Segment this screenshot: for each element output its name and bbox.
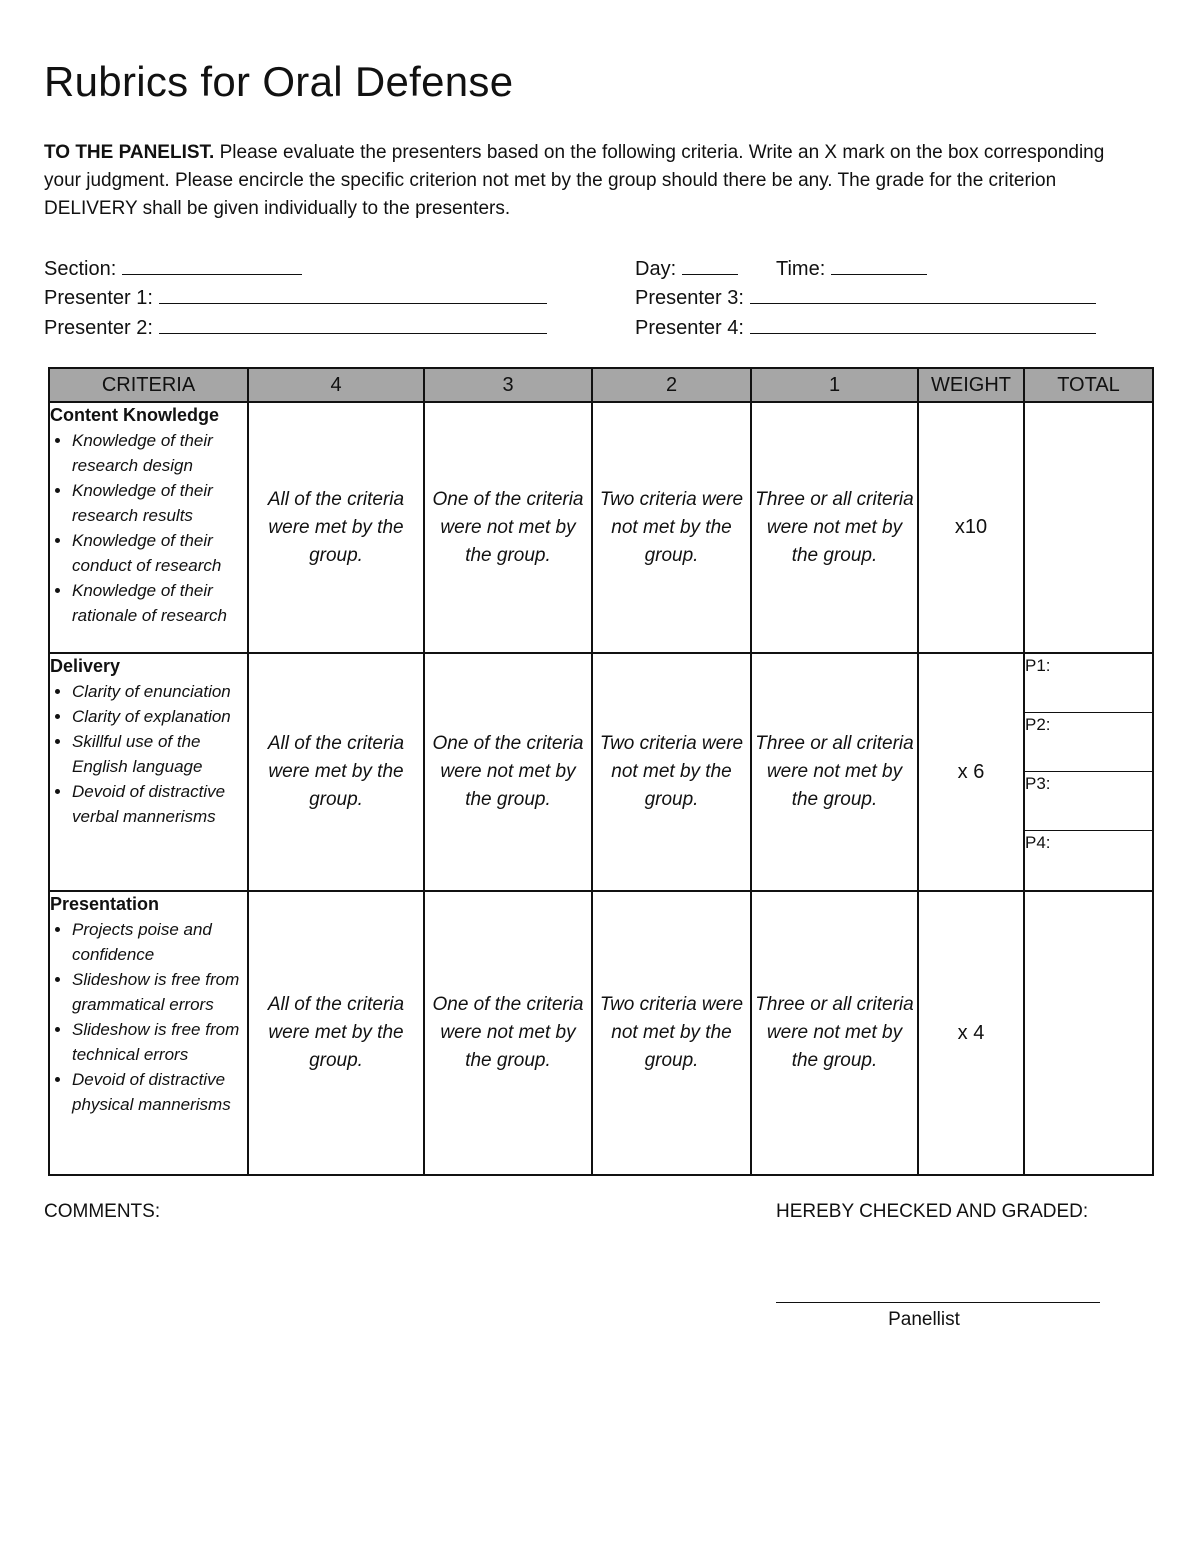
time-blank[interactable] bbox=[831, 254, 927, 275]
score-3-cell[interactable]: One of the criteria were not met by the group. bbox=[424, 402, 592, 653]
criterion-items bbox=[50, 679, 247, 829]
criterion-delivery bbox=[49, 653, 248, 891]
presenter1-label: Presenter 1: bbox=[44, 287, 153, 309]
presenter1-blank[interactable] bbox=[159, 283, 547, 304]
presenter3-field[interactable] bbox=[635, 283, 1096, 310]
criterion-name: Presentation bbox=[50, 894, 160, 914]
page-title: Rubrics for Oral Defense bbox=[44, 58, 514, 105]
criterion-content-knowledge bbox=[49, 402, 248, 653]
rubric-table bbox=[48, 367, 1154, 1176]
header-score-3: 3 bbox=[424, 368, 592, 402]
criterion-item: • Devoid of distractive physical mannerisms bbox=[72, 1067, 247, 1117]
presenter3-blank[interactable] bbox=[750, 283, 1096, 304]
row-content-knowledge bbox=[49, 402, 1153, 653]
instructions-text: Please evaluate the presenters based on the following criteria. Write an X mark on the box corresponding your judgment. Please encircle the specific criterion not met by the group should there be any. The grade for the criterion DELIVERY shall be given individually to the presenters. bbox=[44, 142, 1105, 219]
presenter-total-p2[interactable]: P2: bbox=[1025, 713, 1152, 772]
signature-line[interactable] bbox=[776, 1302, 1100, 1303]
criterion-item: • Projects poise and confidence bbox=[72, 917, 247, 967]
section-blank[interactable] bbox=[122, 254, 302, 275]
criterion-item: • Clarity of explanation bbox=[72, 704, 247, 729]
score-3-cell[interactable]: One of the criteria were not met by the group. bbox=[424, 891, 592, 1175]
row-presentation bbox=[49, 891, 1153, 1175]
score-4-cell[interactable]: All of the criteria were met by the group. bbox=[248, 402, 424, 653]
presenter2-blank[interactable] bbox=[159, 313, 547, 334]
section-field[interactable] bbox=[44, 254, 302, 281]
score-2-cell[interactable]: Two criteria were not met by the group. bbox=[592, 402, 751, 653]
panellist-label: Panellist bbox=[888, 1309, 960, 1330]
presenter1-field[interactable] bbox=[44, 283, 547, 310]
score-1-cell[interactable]: Three or all criteria were not met by the group. bbox=[751, 653, 918, 891]
criterion-item: • Knowledge of their research results bbox=[72, 478, 247, 528]
presenter-total-p3[interactable]: P3: bbox=[1025, 772, 1152, 831]
presenter2-label: Presenter 2: bbox=[44, 317, 153, 339]
score-1-cell[interactable]: Three or all criteria were not met by the group. bbox=[751, 891, 918, 1175]
header-row bbox=[49, 368, 1153, 402]
criterion-name: Content Knowledge bbox=[50, 405, 219, 425]
criterion-item: • Knowledge of their conduct of research bbox=[72, 528, 247, 578]
score-2-cell[interactable]: Two criteria were not met by the group. bbox=[592, 891, 751, 1175]
criterion-item: • Knowledge of their rationale of research bbox=[72, 578, 247, 628]
header-criteria: CRITERIA bbox=[49, 368, 248, 402]
header-score-4: 4 bbox=[248, 368, 424, 402]
weight-cell: x 4 bbox=[918, 891, 1024, 1175]
day-blank[interactable] bbox=[682, 254, 738, 275]
criterion-name: Delivery bbox=[50, 656, 121, 676]
header-total: TOTAL bbox=[1024, 368, 1153, 402]
criterion-item: • Knowledge of their research design bbox=[72, 428, 247, 478]
day-field[interactable] bbox=[635, 254, 738, 281]
total-cell[interactable] bbox=[1024, 402, 1153, 653]
total-cell-presenters bbox=[1024, 653, 1153, 891]
criterion-presentation bbox=[49, 891, 248, 1175]
section-label: Section: bbox=[44, 258, 117, 280]
day-label: Day: bbox=[635, 258, 677, 280]
time-label: Time: bbox=[776, 258, 826, 280]
header-score-1: 1 bbox=[751, 368, 918, 402]
score-4-cell[interactable]: All of the criteria were met by the group. bbox=[248, 891, 424, 1175]
presenter3-label: Presenter 3: bbox=[635, 287, 744, 309]
header-weight: WEIGHT bbox=[918, 368, 1024, 402]
total-cell[interactable] bbox=[1024, 891, 1153, 1175]
checked-graded-label: HEREBY CHECKED AND GRADED: bbox=[776, 1201, 1089, 1222]
time-field[interactable] bbox=[776, 254, 927, 281]
weight-cell: x10 bbox=[918, 402, 1024, 653]
presenter-total-p1[interactable]: P1: bbox=[1025, 654, 1152, 713]
criterion-item: • Slideshow is free from grammatical errors bbox=[72, 967, 247, 1017]
presenter-total-p4[interactable]: P4: bbox=[1025, 833, 1051, 852]
presenter4-label: Presenter 4: bbox=[635, 317, 744, 339]
criterion-item: • Slideshow is free from technical errors bbox=[72, 1017, 247, 1067]
score-1-cell[interactable]: Three or all criteria were not met by the group. bbox=[751, 402, 918, 653]
criterion-item: • Clarity of enunciation bbox=[72, 679, 247, 704]
criterion-item: • Devoid of distractive verbal mannerisms bbox=[72, 779, 247, 829]
presenter2-field[interactable] bbox=[44, 313, 547, 340]
comments-label: COMMENTS: bbox=[44, 1201, 161, 1222]
criterion-items bbox=[50, 917, 247, 1117]
score-3-cell[interactable]: One of the criteria were not met by the group. bbox=[424, 653, 592, 891]
presenter4-blank[interactable] bbox=[750, 313, 1096, 334]
criterion-items bbox=[50, 428, 247, 628]
instructions-lead: TO THE PANELIST. bbox=[44, 142, 215, 163]
score-2-cell[interactable]: Two criteria were not met by the group. bbox=[592, 653, 751, 891]
instructions bbox=[44, 139, 1144, 223]
weight-cell: x 6 bbox=[918, 653, 1024, 891]
presenter4-field[interactable] bbox=[635, 313, 1096, 340]
score-4-cell[interactable]: All of the criteria were met by the group. bbox=[248, 653, 424, 891]
row-delivery bbox=[49, 653, 1153, 891]
criterion-item: • Skillful use of the English language bbox=[72, 729, 247, 779]
header-score-2: 2 bbox=[592, 368, 751, 402]
